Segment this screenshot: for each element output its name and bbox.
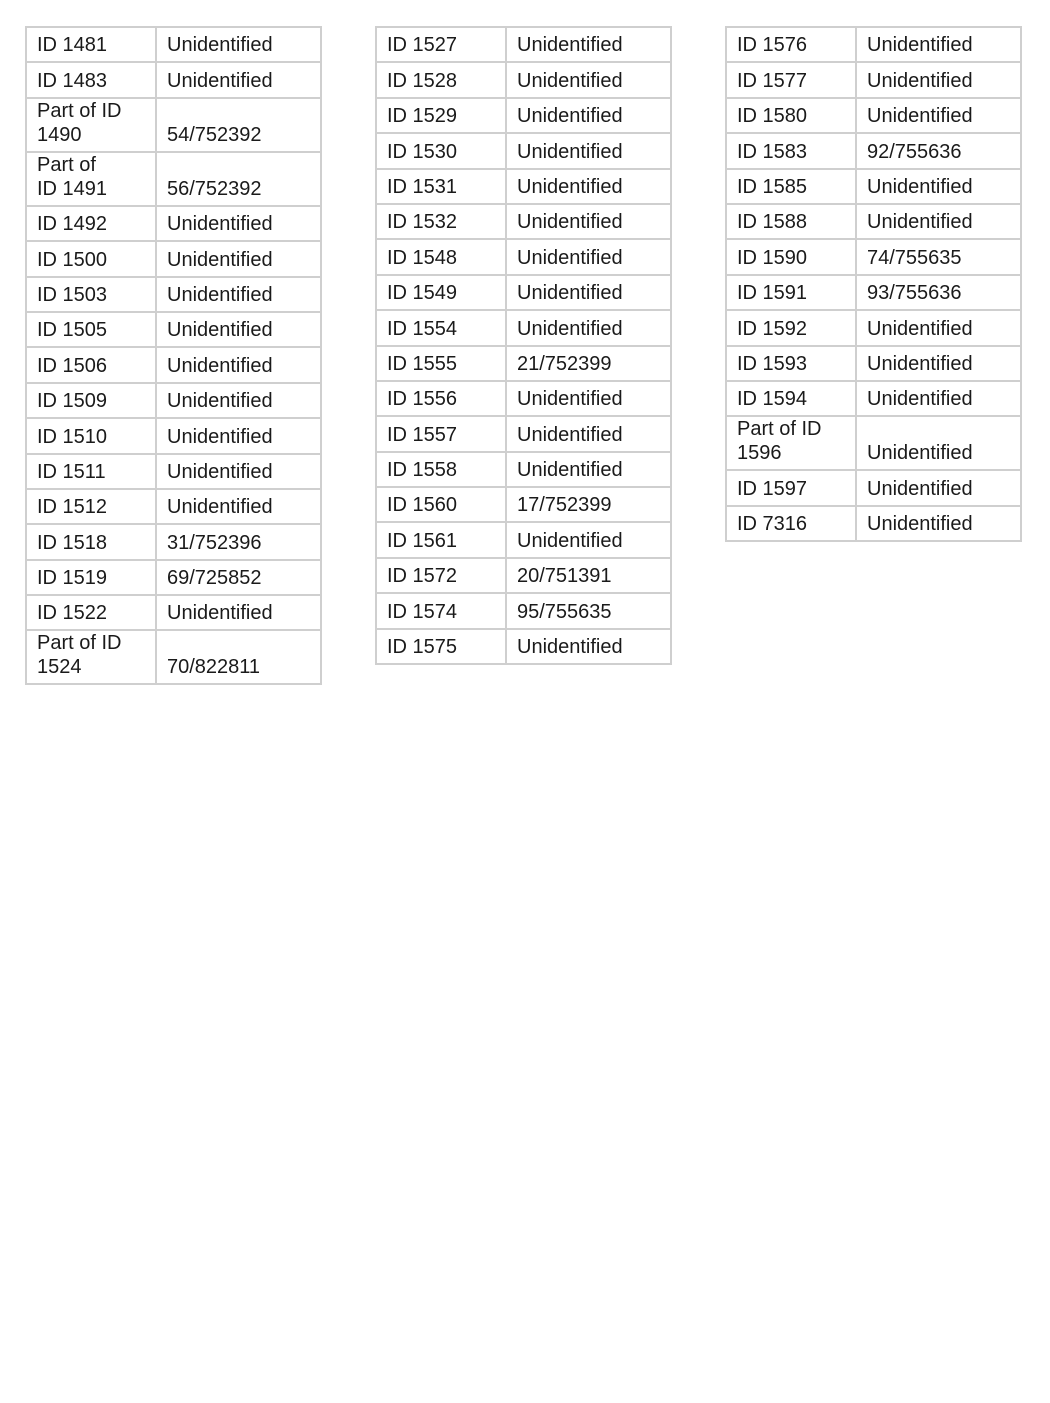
value-label: Unidentified [167, 319, 273, 342]
table-row [726, 133, 1021, 168]
id-label: Part of ID 1596 [737, 418, 822, 465]
table-row [26, 98, 321, 152]
id-label: ID 1548 [387, 246, 458, 269]
id-label: ID 1503 [37, 283, 108, 306]
table-row [26, 347, 321, 382]
id-cell [376, 381, 506, 416]
value-cell [506, 275, 671, 310]
value-cell [506, 133, 671, 168]
id-label: ID 1530 [387, 140, 458, 163]
value-label: 54/752392 [167, 123, 262, 146]
value-label: Unidentified [867, 352, 973, 375]
value-cell [856, 275, 1021, 310]
table-row [376, 522, 671, 557]
id-label: ID 1555 [387, 352, 458, 375]
value-label: Unidentified [517, 105, 623, 128]
table-row [376, 27, 671, 62]
id-label: ID 1512 [37, 496, 108, 519]
id-label: ID 1583 [737, 140, 808, 163]
id-label: ID 1483 [37, 69, 108, 92]
value-label: Unidentified [867, 477, 973, 500]
id-label: ID 1511 [37, 460, 106, 483]
id-cell [376, 416, 506, 451]
id-label: ID 1519 [37, 567, 108, 590]
value-cell [856, 416, 1021, 470]
id-label: ID 1593 [737, 352, 808, 375]
table-row [726, 239, 1021, 274]
id-label: ID 1532 [387, 211, 458, 234]
value-label: Unidentified [517, 388, 623, 411]
id-cell [26, 152, 156, 206]
id-label: ID 1576 [737, 34, 808, 57]
table-row [376, 169, 671, 204]
id-cell [26, 454, 156, 489]
table-row [376, 62, 671, 97]
id-cell [726, 346, 856, 381]
id-label: ID 1506 [37, 354, 108, 377]
table-row [26, 560, 321, 595]
table-row [376, 310, 671, 345]
id-cell [26, 27, 156, 62]
id-cell [376, 204, 506, 239]
value-label: Unidentified [517, 69, 623, 92]
id-label: ID 1561 [387, 529, 458, 552]
id-cell [376, 169, 506, 204]
table-row [726, 346, 1021, 381]
value-label: Unidentified [167, 602, 273, 625]
id-label: ID 1592 [737, 317, 808, 340]
value-cell [506, 558, 671, 593]
value-label: 92/755636 [867, 140, 962, 163]
value-cell [856, 346, 1021, 381]
value-cell [506, 381, 671, 416]
value-cell [156, 630, 321, 684]
table-row [726, 506, 1021, 541]
value-cell [506, 593, 671, 628]
id-label: ID 1558 [387, 459, 458, 482]
value-cell [506, 487, 671, 522]
id-label: ID 1509 [37, 390, 108, 413]
value-cell [506, 522, 671, 557]
id-cell [726, 381, 856, 416]
value-cell [156, 489, 321, 524]
table-row [26, 241, 321, 276]
value-cell [506, 62, 671, 97]
id-cell [376, 558, 506, 593]
table-row [726, 381, 1021, 416]
value-cell [856, 27, 1021, 62]
value-cell [156, 206, 321, 241]
value-label: Unidentified [867, 513, 973, 536]
id-cell [26, 241, 156, 276]
value-label: Unidentified [517, 175, 623, 198]
id-label: ID 1492 [37, 213, 108, 236]
id-cell [726, 204, 856, 239]
value-cell [156, 27, 321, 62]
id-cell [726, 239, 856, 274]
value-label: Unidentified [517, 423, 623, 446]
value-label: 21/752399 [517, 352, 612, 375]
table-row [26, 152, 321, 206]
id-cell [376, 98, 506, 133]
table-row [26, 524, 321, 559]
table-row [26, 383, 321, 418]
value-cell [506, 416, 671, 451]
value-label: Unidentified [517, 459, 623, 482]
id-cell [376, 27, 506, 62]
table-row [376, 204, 671, 239]
value-cell [856, 169, 1021, 204]
value-label: 70/822811 [167, 656, 261, 679]
id-cell [26, 347, 156, 382]
id-label: ID 1585 [737, 175, 808, 198]
table-row [26, 277, 321, 312]
table-row [376, 381, 671, 416]
value-label: Unidentified [167, 460, 273, 483]
id-cell [376, 310, 506, 345]
table-row [726, 470, 1021, 505]
id-cell [26, 630, 156, 684]
value-label: 93/755636 [867, 282, 962, 305]
id-cell [376, 593, 506, 628]
id-label: ID 1529 [387, 105, 458, 128]
id-label: ID 1590 [737, 246, 808, 269]
value-cell [156, 312, 321, 347]
id-cell [26, 560, 156, 595]
table-row [26, 630, 321, 684]
table-row [26, 206, 321, 241]
id-label: Part of ID 1490 [37, 99, 122, 146]
id-cell [26, 524, 156, 559]
id-cell [26, 98, 156, 152]
value-label: Unidentified [517, 282, 623, 305]
value-cell [856, 133, 1021, 168]
value-cell [506, 204, 671, 239]
id-cell [726, 416, 856, 470]
id-cell [26, 277, 156, 312]
table-row [726, 98, 1021, 133]
value-label: Unidentified [167, 390, 273, 413]
id-table-column-2 [375, 26, 672, 665]
value-label: Unidentified [167, 213, 273, 236]
table-row [726, 62, 1021, 97]
value-label: Unidentified [867, 442, 973, 465]
id-label: ID 1500 [37, 248, 108, 271]
value-cell [506, 310, 671, 345]
id-cell [726, 27, 856, 62]
table-row [376, 452, 671, 487]
value-cell [156, 152, 321, 206]
value-label: 95/755635 [517, 600, 612, 623]
table-row [26, 312, 321, 347]
table-row [726, 416, 1021, 470]
value-label: Unidentified [867, 317, 973, 340]
value-label: 31/752396 [167, 531, 262, 554]
value-cell [156, 241, 321, 276]
value-cell [856, 204, 1021, 239]
id-cell [726, 62, 856, 97]
id-cell [726, 169, 856, 204]
value-label: Unidentified [867, 211, 973, 234]
value-cell [156, 383, 321, 418]
id-label: ID 1557 [387, 423, 458, 446]
id-cell [726, 506, 856, 541]
id-cell [26, 418, 156, 453]
table-row [726, 310, 1021, 345]
id-label: ID 1522 [37, 602, 108, 625]
value-label: 56/752392 [167, 177, 262, 200]
id-label: ID 1505 [37, 319, 108, 342]
table-row [26, 62, 321, 97]
value-label: Unidentified [517, 529, 623, 552]
value-cell [506, 346, 671, 381]
value-cell [156, 454, 321, 489]
value-label: Unidentified [517, 317, 623, 340]
id-label: Part of ID 1491 [37, 153, 108, 200]
value-label: Unidentified [167, 354, 273, 377]
value-cell [506, 239, 671, 274]
value-label: Unidentified [167, 283, 273, 306]
value-cell [156, 418, 321, 453]
table-row [376, 416, 671, 451]
value-label: Unidentified [517, 140, 623, 163]
table-row [26, 595, 321, 630]
table-row [376, 629, 671, 664]
value-cell [856, 381, 1021, 416]
value-cell [506, 27, 671, 62]
value-cell [856, 310, 1021, 345]
id-cell [376, 62, 506, 97]
table-row [26, 489, 321, 524]
value-label: Unidentified [167, 496, 273, 519]
table-row [376, 275, 671, 310]
value-label: Unidentified [167, 34, 273, 57]
id-label: ID 1531 [387, 175, 458, 198]
table-row [26, 418, 321, 453]
value-label: Unidentified [517, 246, 623, 269]
value-cell [856, 62, 1021, 97]
id-cell [376, 629, 506, 664]
value-cell [506, 98, 671, 133]
id-label: ID 1597 [737, 477, 808, 500]
id-cell [376, 239, 506, 274]
value-cell [856, 98, 1021, 133]
value-label: Unidentified [867, 34, 973, 57]
value-label: Unidentified [167, 69, 273, 92]
id-label: ID 1577 [737, 69, 808, 92]
id-cell [26, 312, 156, 347]
table-row [376, 346, 671, 381]
value-label: Unidentified [867, 175, 973, 198]
id-table-column-1 [25, 26, 322, 685]
id-label: ID 1518 [37, 531, 108, 554]
table-row [376, 98, 671, 133]
id-label: ID 1528 [387, 69, 458, 92]
id-table-column-3 [725, 26, 1022, 542]
id-cell [726, 310, 856, 345]
value-label: Unidentified [867, 105, 973, 128]
id-label: ID 7316 [737, 513, 808, 536]
id-label: ID 1591 [737, 282, 808, 305]
value-cell [156, 595, 321, 630]
id-cell [376, 487, 506, 522]
id-cell [726, 470, 856, 505]
table-row [726, 27, 1021, 62]
id-label: ID 1588 [737, 211, 808, 234]
id-label: ID 1594 [737, 388, 808, 411]
value-cell [506, 169, 671, 204]
id-label: ID 1481 [37, 34, 108, 57]
table-row [376, 593, 671, 628]
id-cell [376, 346, 506, 381]
value-cell [856, 506, 1021, 541]
id-label: ID 1554 [387, 317, 458, 340]
id-cell [726, 133, 856, 168]
id-label: ID 1510 [37, 425, 108, 448]
table-row [376, 133, 671, 168]
id-cell [376, 275, 506, 310]
value-cell [506, 452, 671, 487]
id-cell [726, 275, 856, 310]
table-row [26, 454, 321, 489]
id-cell [376, 133, 506, 168]
value-label: Unidentified [867, 69, 973, 92]
value-label: Unidentified [517, 636, 623, 659]
id-cell [376, 522, 506, 557]
id-label: ID 1574 [387, 600, 458, 623]
table-row [726, 169, 1021, 204]
value-label: Unidentified [867, 388, 973, 411]
table-row [26, 27, 321, 62]
value-label: Unidentified [167, 248, 273, 271]
table-row [726, 275, 1021, 310]
table-row [726, 204, 1021, 239]
id-label: ID 1527 [387, 34, 458, 57]
id-cell [26, 489, 156, 524]
table-row [376, 239, 671, 274]
id-label: ID 1556 [387, 388, 458, 411]
id-label: ID 1549 [387, 282, 458, 305]
value-label: Unidentified [167, 425, 273, 448]
id-cell [26, 383, 156, 418]
id-cell [726, 98, 856, 133]
value-cell [156, 560, 321, 595]
table-row [376, 558, 671, 593]
id-label: Part of ID 1524 [37, 632, 122, 679]
value-label: 20/751391 [517, 565, 612, 588]
value-cell [856, 470, 1021, 505]
id-cell [26, 595, 156, 630]
value-cell [156, 62, 321, 97]
id-cell [26, 206, 156, 241]
value-cell [156, 98, 321, 152]
value-cell [856, 239, 1021, 274]
value-cell [506, 629, 671, 664]
value-label: 17/752399 [517, 494, 612, 517]
value-label: 74/755635 [867, 246, 962, 269]
value-cell [156, 277, 321, 312]
id-label: ID 1580 [737, 105, 808, 128]
value-label: 69/725852 [167, 567, 262, 590]
value-label: Unidentified [517, 211, 623, 234]
id-label: ID 1572 [387, 565, 458, 588]
id-cell [376, 452, 506, 487]
id-label: ID 1560 [387, 494, 458, 517]
table-row [376, 487, 671, 522]
value-label: Unidentified [517, 34, 623, 57]
id-label: ID 1575 [387, 636, 458, 659]
id-cell [26, 62, 156, 97]
value-cell [156, 524, 321, 559]
value-cell [156, 347, 321, 382]
